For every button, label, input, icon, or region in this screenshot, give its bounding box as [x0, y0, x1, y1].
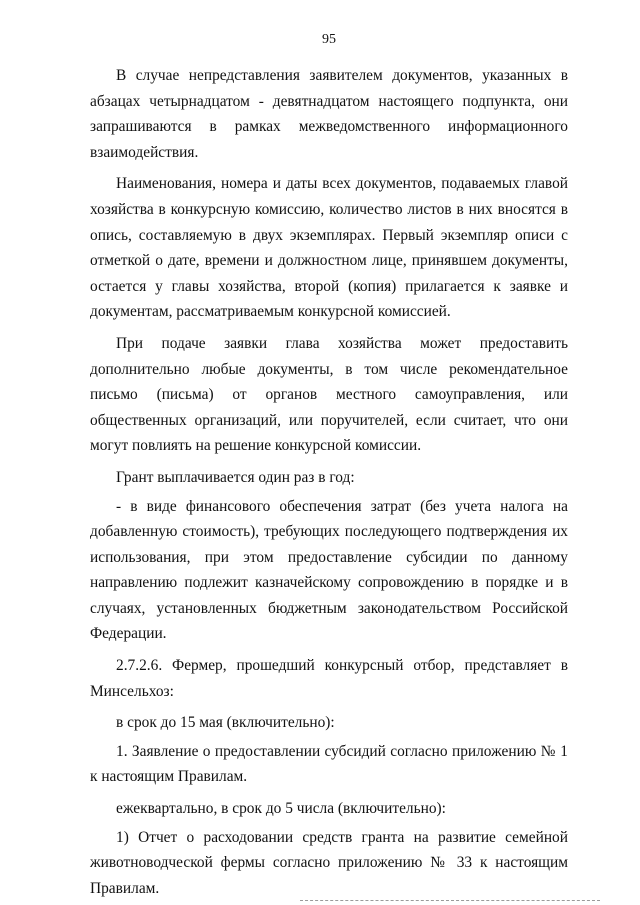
paragraph-documents-request: В случае непредставления заявителем документов, указанных в абзацах четырнадцатом - девятнадцатом настоящего подпункта, они запрашиваются в рамках межведомственного информационного взаимодействия. — [90, 67, 568, 161]
footer-rule — [300, 900, 600, 903]
page-number: 95 — [322, 32, 336, 47]
paragraph-section-2-7-2-6: 2.7.2.6. Фермер, прошедший конкурсный отбор, представляет в Минсельхоз: — [90, 657, 568, 700]
paragraph-expense-report: 1) Отчет о расходовании средств гранта на развитие семейной животноводческой фермы согласно приложению № 33 к настоящим Правилам. — [90, 828, 568, 897]
paragraph-deadline-may: в срок до 15 мая (включительно): — [116, 714, 335, 732]
paragraph-application: 1. Заявление о предоставлении субсидий согласно приложению № 1 к настоящим Правилам. — [90, 742, 568, 786]
paragraph-quarterly: ежеквартально, в срок до 5 числа (включительно): — [116, 800, 446, 818]
paragraph-additional-documents: При подаче заявки глава хозяйства может предоставить дополнительно любые документы, в том числе рекомендательное письмо (письма) от органов местного самоуправления, или общественных организаций, или поручителей, если считает, что они могут повлиять на решение конкурсной комиссии. — [90, 334, 568, 455]
paragraph-financial-support: - в виде финансового обеспечения затрат (без учета налога на добавленную стоимость), требующих последующего подтверждения их использования, при этом предоставление субсидии по данному направлению подлежит казначейскому сопровождению в порядке и в случаях, установленных бюджетным законодательством Российской Федерации. — [90, 497, 568, 643]
paragraph-grant-payment: Грант выплачивается один раз в год: — [116, 468, 355, 486]
paragraph-document-inventory: Наименования, номера и даты всех документов, подаваемых главой хозяйства в конкурсную комиссию, количество листов в них вносятся в опись, составляемую в двух экземплярах. Первый экземпляр описи с отметкой о дате, времени и должностном лице, принявшем документы, остается у главы хозяйства, второй (копия) прилагается к заявке и документам, рассматриваемым конкурсной комиссией. — [90, 175, 568, 321]
